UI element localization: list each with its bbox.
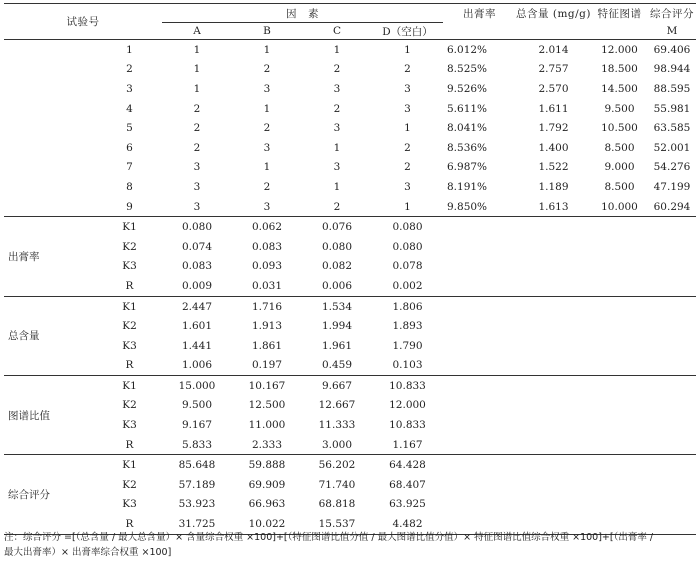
empty-cell [443, 217, 516, 237]
factor-d-cell: 1 [404, 43, 411, 56]
factor-c-cell: 0.080 [321, 240, 353, 253]
empty-cell [648, 336, 696, 356]
factor-a-header: A [193, 25, 201, 37]
empty-cell [648, 475, 696, 495]
factor-d-cell: 3 [404, 82, 411, 95]
empty-cell [516, 356, 591, 376]
yield-cell: 8.536% [447, 141, 488, 154]
composite-score-cell: 88.595 [653, 82, 691, 95]
factor-b-cell: 1 [263, 102, 271, 115]
empty-cell [443, 396, 516, 416]
k-label-cell: K1 [122, 221, 137, 234]
empty-cell [591, 415, 648, 435]
empty-cell [591, 237, 648, 257]
spacer-cell [4, 118, 97, 138]
factor-c-cell: 71.740 [318, 478, 356, 491]
yield-cell: 9.850% [447, 200, 488, 213]
table-row [4, 415, 696, 435]
fingerprint-cell: 12.000 [601, 43, 638, 56]
k-label-cell: K1 [122, 459, 137, 472]
empty-cell [516, 435, 591, 455]
table-row [4, 60, 696, 80]
factor-b-cell: 0.031 [251, 279, 283, 292]
spacer-cell [4, 99, 97, 119]
k-label-cell: K3 [122, 339, 137, 352]
empty-cell [516, 296, 591, 316]
composite-score-cell: 55.981 [653, 102, 691, 115]
factor-a-cell: 1.006 [181, 359, 213, 372]
empty-cell [443, 495, 516, 515]
table-row [4, 177, 696, 197]
empty-cell [443, 356, 516, 376]
empty-cell [516, 376, 591, 396]
empty-cell [648, 435, 696, 455]
factor-a-cell: 1 [193, 82, 201, 95]
factor-b-cell: 69.909 [248, 478, 286, 491]
empty-cell [648, 276, 696, 296]
empty-cell [648, 415, 696, 435]
section-label: 总含量 [8, 330, 40, 343]
total-content-header: 总含量 (mg/g) [516, 7, 591, 20]
empty-cell [648, 217, 696, 237]
empty-cell [648, 237, 696, 257]
factor-d-cell: 4.482 [392, 518, 423, 531]
factor-c-cell: 1 [333, 43, 341, 56]
k-label-cell: R [125, 438, 134, 451]
empty-cell [516, 217, 591, 237]
factor-a-cell: 9.167 [181, 419, 213, 432]
range-analysis-rows [4, 217, 696, 535]
yield-header: 出膏率 [463, 7, 496, 20]
factor-a-cell: 31.725 [178, 518, 216, 531]
orthogonal-test-table-container [4, 3, 696, 558]
factor-b-cell: 0.197 [251, 359, 283, 372]
factor-c-cell: 3 [333, 161, 341, 174]
factor-b-cell: 66.963 [248, 498, 286, 511]
spacer-cell [4, 177, 97, 197]
empty-cell [591, 257, 648, 277]
factor-a-cell: 57.189 [178, 478, 216, 491]
trial-no-cell: 9 [126, 200, 133, 213]
factor-d-cell: 0.080 [392, 240, 423, 253]
fingerprint-cell: 8.500 [604, 180, 635, 193]
empty-cell [648, 396, 696, 416]
empty-cell [648, 257, 696, 277]
empty-cell [443, 455, 516, 475]
table-row [4, 217, 696, 237]
factor-c-cell: 0.076 [321, 221, 353, 234]
factor-c-cell: 0.006 [321, 279, 353, 292]
factor-c-cell: 0.082 [321, 260, 353, 273]
factor-c-cell: 3 [333, 82, 341, 95]
empty-cell [443, 336, 516, 356]
factor-c-cell: 0.459 [321, 359, 353, 372]
factor-d-cell: 2 [404, 63, 411, 76]
factor-d-cell: 10.833 [389, 419, 426, 432]
factor-b-cell: 1.861 [251, 339, 283, 352]
section-label: 图谱比值 [8, 409, 50, 422]
factors-header: 因 素 [162, 4, 443, 23]
factor-c-cell: 2 [333, 200, 341, 213]
table-row [4, 356, 696, 376]
empty-cell [443, 257, 516, 277]
factor-a-cell: 1 [193, 63, 201, 76]
yield-cell: 6.012% [447, 43, 488, 56]
factor-c-cell: 2 [333, 63, 341, 76]
fingerprint-cell: 8.500 [604, 141, 635, 154]
k-label-cell: K2 [122, 478, 137, 491]
header-row-1 [4, 4, 696, 23]
empty-cell [443, 316, 516, 336]
trial-no-cell: 1 [126, 43, 133, 56]
factor-b-cell: 2 [263, 63, 271, 76]
empty-cell [648, 316, 696, 336]
total-content-cell: 2.014 [538, 43, 569, 56]
table-row [4, 455, 696, 475]
table-row [4, 138, 696, 158]
k-label-cell: K3 [122, 419, 137, 432]
total-content-cell: 2.570 [538, 82, 569, 95]
factor-b-header: B [263, 25, 271, 37]
trial-no-cell: 6 [126, 141, 133, 154]
factor-d-cell: 0.080 [392, 221, 423, 234]
factor-a-cell: 0.074 [181, 240, 213, 253]
yield-cell: 8.041% [447, 122, 488, 135]
factor-c-cell: 56.202 [318, 459, 356, 472]
factor-b-cell: 1 [263, 161, 271, 174]
composite-score-cell: 52.001 [653, 141, 691, 154]
factor-a-cell: 3 [193, 161, 201, 174]
empty-cell [648, 455, 696, 475]
spacer-cell [4, 158, 97, 178]
k-label-cell: R [125, 279, 134, 292]
empty-cell [591, 495, 648, 515]
empty-cell [443, 415, 516, 435]
trial-no-cell: 8 [126, 180, 133, 193]
k-label-cell: K3 [122, 498, 137, 511]
yield-cell: 9.526% [447, 82, 488, 95]
factor-b-cell: 0.062 [251, 221, 283, 234]
factor-c-cell: 12.667 [318, 399, 356, 412]
spacer-cell [4, 197, 97, 217]
factor-a-cell: 2 [193, 102, 201, 115]
table-row [4, 118, 696, 138]
empty-cell [516, 336, 591, 356]
k-label-cell: K1 [122, 300, 137, 313]
table-row [4, 99, 696, 119]
table-row [4, 316, 696, 336]
fingerprint-cell: 9.500 [604, 102, 635, 115]
factor-d-cell: 3 [404, 102, 411, 115]
factor-c-cell: 9.667 [321, 379, 353, 392]
factor-d-cell: 1.806 [392, 300, 423, 313]
empty-cell [591, 475, 648, 495]
factor-c-cell: 1 [333, 180, 341, 193]
k-label-cell: R [125, 359, 134, 372]
orthogonal-test-table [4, 3, 696, 535]
empty-cell [443, 376, 516, 396]
factor-a-cell: 1.601 [181, 320, 213, 333]
total-content-cell: 2.757 [538, 63, 569, 76]
table-row [4, 276, 696, 296]
factor-a-cell: 9.500 [181, 399, 213, 412]
table-row [4, 197, 696, 217]
factor-c-header: C [332, 25, 342, 37]
k-label-cell: K2 [122, 240, 137, 253]
table-note [4, 530, 694, 560]
total-content-cell: 1.792 [538, 122, 569, 135]
fingerprint-cell: 10.000 [601, 200, 638, 213]
empty-cell [516, 475, 591, 495]
factor-c-cell: 15.537 [318, 518, 356, 531]
factor-a-cell: 1.441 [181, 339, 213, 352]
factor-b-cell: 1.716 [251, 300, 283, 313]
table-row [4, 435, 696, 455]
factor-c-cell: 1.534 [321, 300, 353, 313]
empty-cell [516, 495, 591, 515]
factor-b-cell: 0.093 [251, 260, 283, 273]
factor-d-cell: 0.103 [392, 359, 423, 372]
table-row [4, 158, 696, 178]
empty-cell [443, 237, 516, 257]
factor-d-cell: 0.078 [392, 260, 423, 273]
table-row [4, 296, 696, 316]
factor-a-cell: 1 [193, 43, 201, 56]
table-row [4, 40, 696, 60]
spacer-cell [4, 138, 97, 158]
fingerprint-cell: 9.000 [604, 161, 635, 174]
factor-d-cell: 1 [404, 122, 411, 135]
factor-a-cell: 53.923 [178, 498, 216, 511]
empty-cell [516, 396, 591, 416]
fingerprint-cell: 18.500 [601, 63, 638, 76]
fingerprint-cell: 10.500 [601, 122, 638, 135]
table-row [4, 495, 696, 515]
k-label-cell: K3 [122, 260, 137, 273]
empty-cell [648, 356, 696, 376]
factor-d-cell: 63.925 [389, 498, 426, 511]
composite-score-cell: 47.199 [653, 180, 691, 193]
factor-b-cell: 0.083 [251, 240, 283, 253]
empty-cell [591, 276, 648, 296]
empty-cell [516, 257, 591, 277]
factor-a-cell: 3 [193, 180, 201, 193]
empty-cell [443, 435, 516, 455]
factor-a-cell: 0.080 [181, 221, 213, 234]
k-label-cell: K2 [122, 320, 137, 333]
empty-cell [443, 276, 516, 296]
factor-a-cell: 3 [193, 200, 201, 213]
empty-cell [516, 316, 591, 336]
empty-cell [591, 435, 648, 455]
factor-b-cell: 10.022 [248, 518, 286, 531]
empty-cell [591, 296, 648, 316]
factor-d-cell: 1.893 [392, 320, 423, 333]
section-label: 综合评分 [8, 489, 50, 502]
factor-d-cell: 10.833 [389, 379, 426, 392]
factor-d-cell: 1 [404, 200, 411, 213]
empty-cell [591, 396, 648, 416]
yield-cell: 8.191% [447, 180, 488, 193]
k-label-cell: K2 [122, 399, 137, 412]
empty-cell [443, 296, 516, 316]
k-label-cell: R [125, 518, 134, 531]
empty-cell [648, 495, 696, 515]
table-row [4, 475, 696, 495]
table-row [4, 376, 696, 396]
empty-cell [591, 356, 648, 376]
empty-cell [648, 296, 696, 316]
empty-cell [591, 336, 648, 356]
factor-a-cell: 2 [193, 122, 201, 135]
composite-score-cell: 60.294 [653, 200, 691, 213]
factor-c-cell: 3.000 [321, 438, 353, 451]
empty-cell [516, 276, 591, 296]
factor-d-cell: 1.790 [392, 339, 423, 352]
fingerprint-header: 特征图谱 [597, 7, 642, 20]
factor-c-cell: 2 [333, 102, 341, 115]
empty-cell [516, 455, 591, 475]
factor-c-cell: 68.818 [318, 498, 356, 511]
empty-cell [516, 415, 591, 435]
trial-no-cell: 4 [126, 102, 133, 115]
table-row [4, 257, 696, 277]
total-content-cell: 1.189 [538, 180, 569, 193]
section-label: 出膏率 [8, 251, 40, 264]
factor-a-cell: 2 [193, 141, 201, 154]
empty-cell [591, 376, 648, 396]
trial-no-cell: 7 [126, 161, 133, 174]
composite-score-cell: 98.944 [653, 63, 691, 76]
composite-score-header: 综合评分 [650, 7, 694, 20]
factor-b-cell: 11.000 [248, 419, 286, 432]
table-row [4, 336, 696, 356]
factor-b-cell: 2 [263, 122, 271, 135]
empty-cell [591, 217, 648, 237]
trial-no-cell: 2 [126, 63, 133, 76]
note-line-1: 注：综合评分 =[（总含量 / 最大总含量）× 含量综合权重 ×100]+[（特征图谱比值分值 / 最大图谱比值分值）× 特征图谱比值综合权重 ×100]+[（出膏率 / [4, 532, 654, 543]
factor-b-cell: 2.333 [251, 438, 283, 451]
factor-d-cell: 2 [404, 141, 411, 154]
factor-d-cell: 1.167 [392, 438, 423, 451]
factor-d-cell: 3 [404, 180, 411, 193]
trial-no-cell: 5 [126, 122, 133, 135]
factor-b-cell: 12.500 [248, 399, 286, 412]
total-content-cell: 1.400 [538, 141, 569, 154]
factor-a-cell: 0.083 [181, 260, 213, 273]
factor-d-cell: 64.428 [389, 459, 426, 472]
total-content-cell: 1.522 [538, 161, 569, 174]
k-label-cell: K1 [122, 379, 137, 392]
empty-cell [591, 316, 648, 336]
factor-a-cell: 15.000 [178, 379, 216, 392]
factor-c-cell: 3 [333, 122, 341, 135]
trial-no-cell: 3 [126, 82, 133, 95]
composite-score-cell: 63.585 [653, 122, 691, 135]
factor-b-cell: 10.167 [248, 379, 286, 392]
factor-c-cell: 1.961 [321, 339, 353, 352]
table-row [4, 79, 696, 99]
spacer-cell [4, 79, 97, 99]
factor-b-cell: 3 [263, 200, 271, 213]
composite-symbol-header: M [666, 24, 678, 37]
spacer-cell [4, 60, 97, 80]
factor-b-cell: 59.888 [248, 459, 286, 472]
factor-b-cell: 3 [263, 141, 271, 154]
trial-rows [4, 40, 696, 217]
fingerprint-cell: 14.500 [601, 82, 638, 95]
empty-cell [516, 237, 591, 257]
total-content-cell: 1.613 [538, 200, 569, 213]
factor-d-cell: 12.000 [389, 399, 426, 412]
composite-score-cell: 54.276 [653, 161, 691, 174]
factor-a-cell: 0.009 [181, 279, 213, 292]
factor-a-cell: 85.648 [178, 459, 216, 472]
factor-c-cell: 11.333 [318, 419, 356, 432]
yield-cell: 8.525% [447, 63, 488, 76]
factor-c-cell: 1 [333, 141, 341, 154]
factor-b-cell: 3 [263, 82, 271, 95]
empty-cell [443, 475, 516, 495]
yield-cell: 5.611% [447, 102, 488, 115]
empty-cell [648, 376, 696, 396]
factor-a-cell: 5.833 [181, 438, 213, 451]
note-line-2: 最大出膏率）× 出膏率综合权重 ×100] [4, 547, 172, 558]
empty-cell [591, 455, 648, 475]
factor-d-cell: 2 [404, 161, 411, 174]
total-content-cell: 1.611 [538, 102, 569, 115]
yield-cell: 6.987% [447, 161, 488, 174]
factor-b-cell: 1.913 [251, 320, 283, 333]
table-row [4, 237, 696, 257]
factor-b-cell: 2 [263, 180, 271, 193]
composite-score-cell: 69.406 [653, 43, 691, 56]
factor-b-cell: 1 [263, 43, 271, 56]
spacer-cell [4, 40, 97, 60]
factor-d-header: D（空白） [382, 25, 433, 38]
table-row [4, 396, 696, 416]
factor-d-cell: 68.407 [389, 478, 426, 491]
factor-c-cell: 1.994 [321, 320, 353, 333]
trial-no-header: 试验号 [66, 16, 100, 28]
factor-d-cell: 0.002 [392, 279, 423, 292]
factor-a-cell: 2.447 [181, 300, 213, 313]
